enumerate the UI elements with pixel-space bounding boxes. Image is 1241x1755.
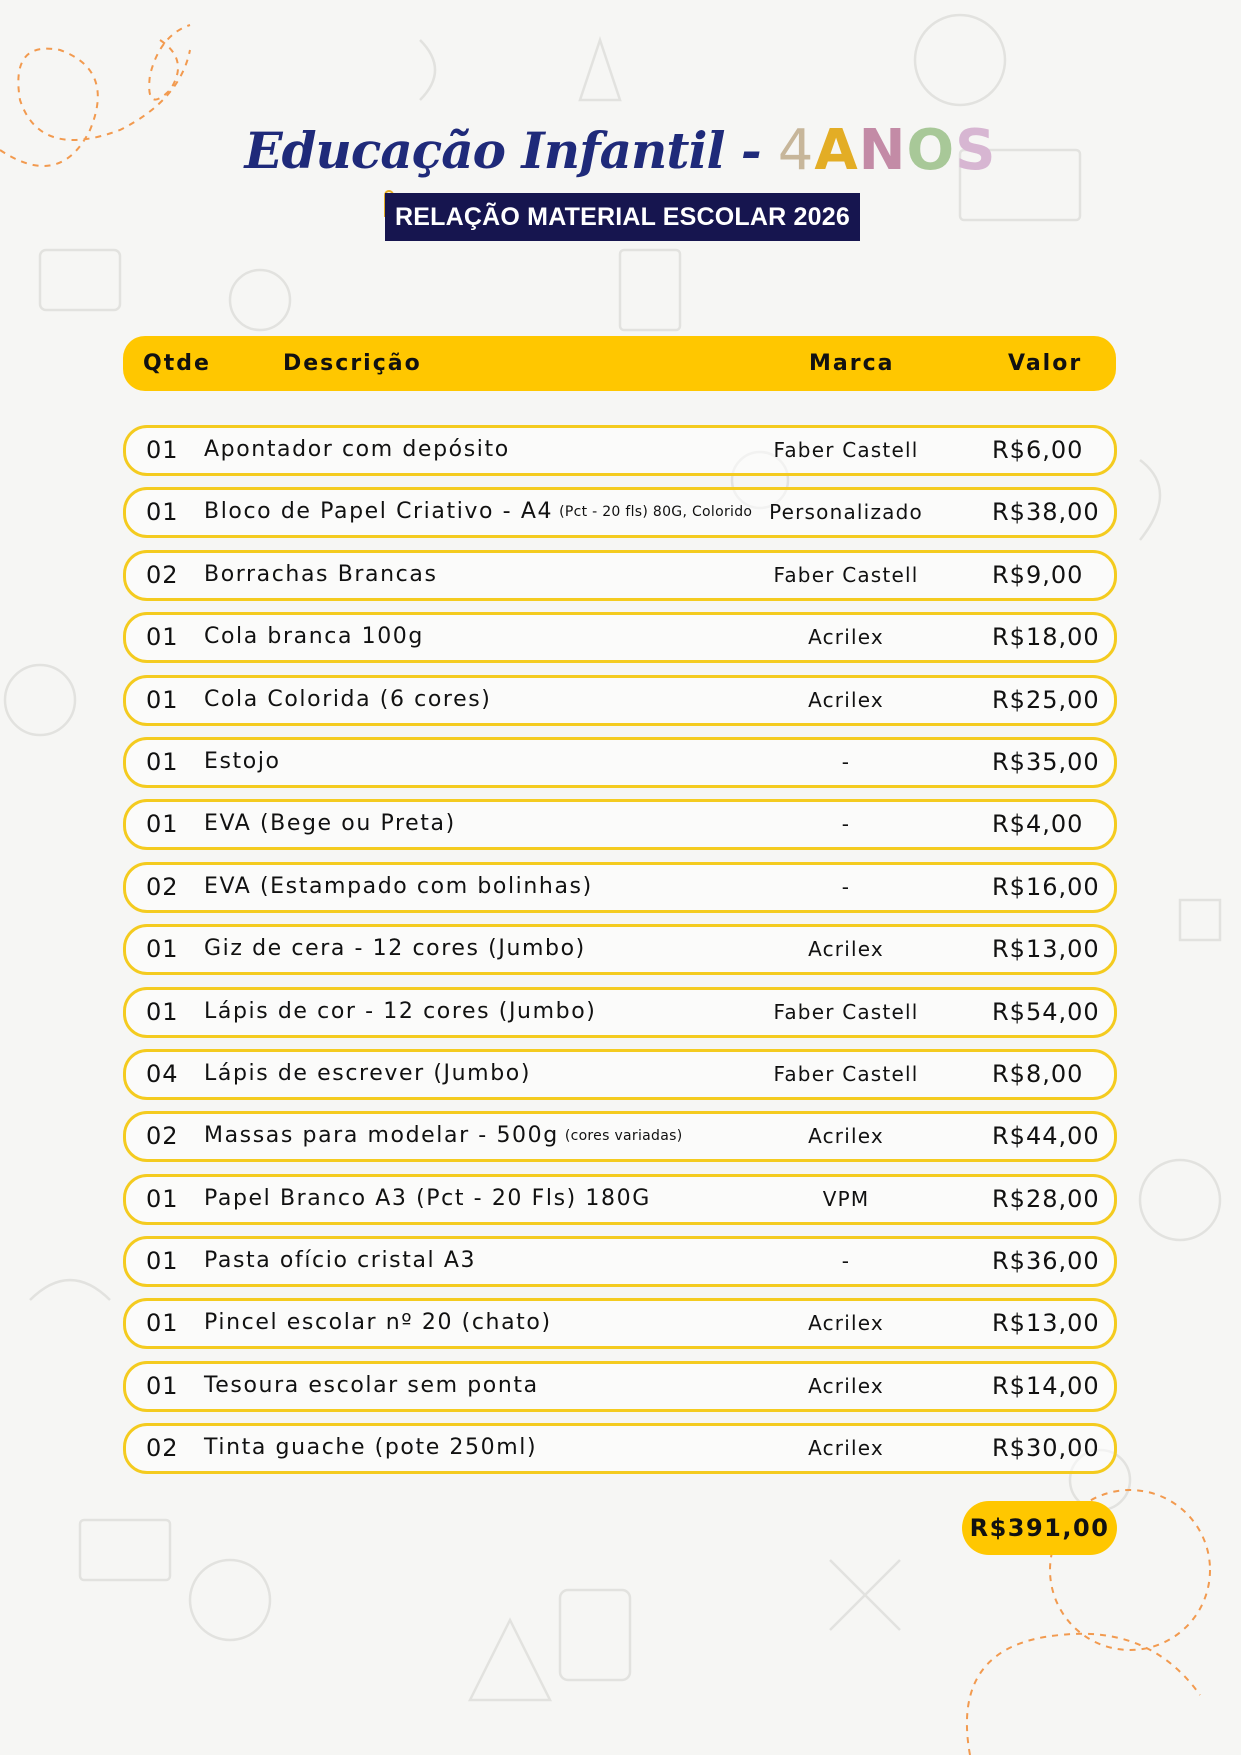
- row-description-text: Cola branca 100g: [204, 624, 424, 650]
- row-description: [204, 927, 586, 971]
- table-row: [123, 1423, 1117, 1474]
- title-script: Educação Infantil -: [244, 121, 761, 180]
- table-row: [123, 862, 1117, 913]
- row-description-text: Bloco de Papel Criativo - A4: [204, 499, 554, 525]
- row-description-text: EVA (Estampado com bolinhas): [204, 873, 593, 899]
- row-description: [204, 1114, 682, 1158]
- table-row: [123, 425, 1117, 476]
- row-price: R$13,00: [992, 935, 1100, 964]
- row-description-text: Borrachas Brancas: [204, 561, 438, 587]
- row-qty: 01: [146, 623, 179, 652]
- row-description-text: EVA (Bege ou Preta): [204, 811, 456, 837]
- row-qty: 02: [146, 1122, 179, 1151]
- row-price: R$30,00: [992, 1434, 1100, 1463]
- row-qty: 01: [146, 747, 179, 776]
- table-row: [123, 550, 1117, 601]
- row-description-note: (cores variadas): [564, 1128, 683, 1145]
- row-description: [204, 428, 510, 472]
- table-row: [123, 737, 1117, 788]
- row-description: [204, 1239, 476, 1283]
- row-description: [204, 1052, 531, 1096]
- row-description: [204, 740, 281, 784]
- row-description: [204, 615, 424, 659]
- row-description-text: Estojo: [204, 748, 281, 774]
- row-description-note: (Pct - 20 fls) 80G, Colorido: [559, 504, 753, 521]
- row-price: R$16,00: [992, 872, 1100, 901]
- row-description-text: Tesoura escolar sem ponta: [204, 1372, 539, 1398]
- row-qty: 01: [146, 1309, 179, 1338]
- table-row: [123, 924, 1117, 975]
- row-qty: 01: [146, 810, 179, 839]
- row-qty: 01: [146, 1371, 179, 1400]
- age-char: N: [858, 118, 907, 183]
- row-brand: VPM: [822, 1186, 870, 1211]
- row-price: R$8,00: [992, 1059, 1084, 1088]
- row-description-text: Tinta guache (pote 250ml): [204, 1435, 538, 1461]
- row-qty: 01: [146, 1184, 179, 1213]
- row-description-text: Giz de cera - 12 cores (Jumbo): [204, 936, 586, 962]
- age-char: O: [906, 118, 956, 183]
- row-description: [204, 990, 596, 1034]
- row-description-text: Pincel escolar nº 20 (chato): [204, 1310, 552, 1336]
- age-char: A: [814, 118, 859, 183]
- table-row: [123, 612, 1117, 663]
- row-price: R$14,00: [992, 1371, 1100, 1400]
- title-age: [778, 118, 997, 183]
- row-price: R$9,00: [992, 560, 1084, 589]
- row-brand: -: [841, 874, 851, 899]
- row-description-text: Lápis de cor - 12 cores (Jumbo): [204, 998, 597, 1024]
- row-qty: 01: [146, 997, 179, 1026]
- row-price: R$54,00: [992, 997, 1100, 1026]
- row-price: R$13,00: [992, 1309, 1100, 1338]
- table-row: [123, 487, 1117, 538]
- row-description: [204, 678, 491, 722]
- row-price: R$38,00: [992, 498, 1100, 527]
- row-qty: 02: [146, 1434, 179, 1463]
- header-qty: Qtde: [143, 351, 211, 376]
- page-title: [0, 118, 1241, 183]
- row-price: R$44,00: [992, 1122, 1100, 1151]
- row-qty: 01: [146, 498, 179, 527]
- table-row: [123, 799, 1117, 850]
- row-description-text: Apontador com depósito: [204, 437, 510, 462]
- row-brand: Acrilex: [808, 687, 884, 712]
- row-brand: Acrilex: [808, 1436, 884, 1461]
- row-price: R$35,00: [992, 747, 1100, 776]
- subtitle-banner: RELAÇÃO MATERIAL ESCOLAR 2026: [385, 193, 860, 241]
- row-description: [204, 1364, 539, 1408]
- row-description: [204, 1177, 651, 1221]
- header-brand: Marca: [809, 351, 895, 376]
- total-badge: R$391,00: [962, 1501, 1117, 1555]
- row-description: [204, 490, 752, 534]
- row-qty: 01: [146, 1247, 179, 1276]
- row-brand: -: [841, 1249, 851, 1274]
- material-list: [123, 425, 1117, 1486]
- row-brand: Acrilex: [808, 1311, 884, 1336]
- row-description-text: Lápis de escrever (Jumbo): [204, 1060, 531, 1086]
- row-brand: -: [841, 812, 851, 837]
- row-brand: Faber Castell: [773, 438, 919, 462]
- table-header: [123, 336, 1116, 391]
- table-row: [123, 1236, 1117, 1287]
- row-qty: 01: [146, 436, 179, 464]
- table-row: [123, 1174, 1117, 1225]
- row-description-text: Papel Branco A3 (Pct - 20 Fls) 180G: [204, 1185, 651, 1211]
- row-price: R$36,00: [992, 1247, 1100, 1276]
- age-char: S: [955, 118, 997, 183]
- row-description: [204, 1426, 537, 1470]
- row-qty: 02: [146, 560, 179, 589]
- row-description: [204, 865, 593, 909]
- row-brand: Faber Castell: [773, 1061, 919, 1086]
- table-row: [123, 1298, 1117, 1349]
- row-brand: Acrilex: [808, 625, 884, 650]
- table-row: [123, 1111, 1117, 1162]
- row-brand: Faber Castell: [773, 562, 919, 587]
- row-price: R$18,00: [992, 623, 1100, 652]
- table-row: [123, 1361, 1117, 1412]
- row-description: [204, 1301, 552, 1345]
- row-brand: Acrilex: [808, 1124, 884, 1149]
- row-description-text: Pasta ofício cristal A3: [204, 1248, 477, 1274]
- table-row: [123, 675, 1117, 726]
- row-qty: 01: [146, 685, 179, 714]
- row-brand: Personalizado: [769, 500, 923, 525]
- row-price: R$6,00: [992, 436, 1084, 464]
- row-qty: 04: [146, 1059, 179, 1088]
- header-price: Valor: [1008, 351, 1083, 376]
- row-price: R$25,00: [992, 685, 1100, 714]
- age-char: 4: [777, 118, 815, 183]
- row-brand: Acrilex: [808, 937, 884, 962]
- row-price: R$4,00: [992, 810, 1084, 839]
- row-brand: Faber Castell: [773, 999, 919, 1024]
- header-description: Descrição: [283, 351, 422, 376]
- table-row: [123, 1049, 1117, 1100]
- row-qty: 02: [146, 872, 179, 901]
- row-description: [204, 553, 438, 597]
- row-brand: -: [841, 749, 851, 774]
- row-brand: Acrilex: [808, 1373, 884, 1398]
- row-qty: 01: [146, 935, 179, 964]
- row-description: [204, 802, 456, 846]
- row-price: R$28,00: [992, 1184, 1100, 1213]
- row-description-text: Cola Colorida (6 cores): [204, 686, 492, 712]
- table-row: [123, 987, 1117, 1038]
- row-description-text: Massas para modelar - 500g: [204, 1123, 559, 1149]
